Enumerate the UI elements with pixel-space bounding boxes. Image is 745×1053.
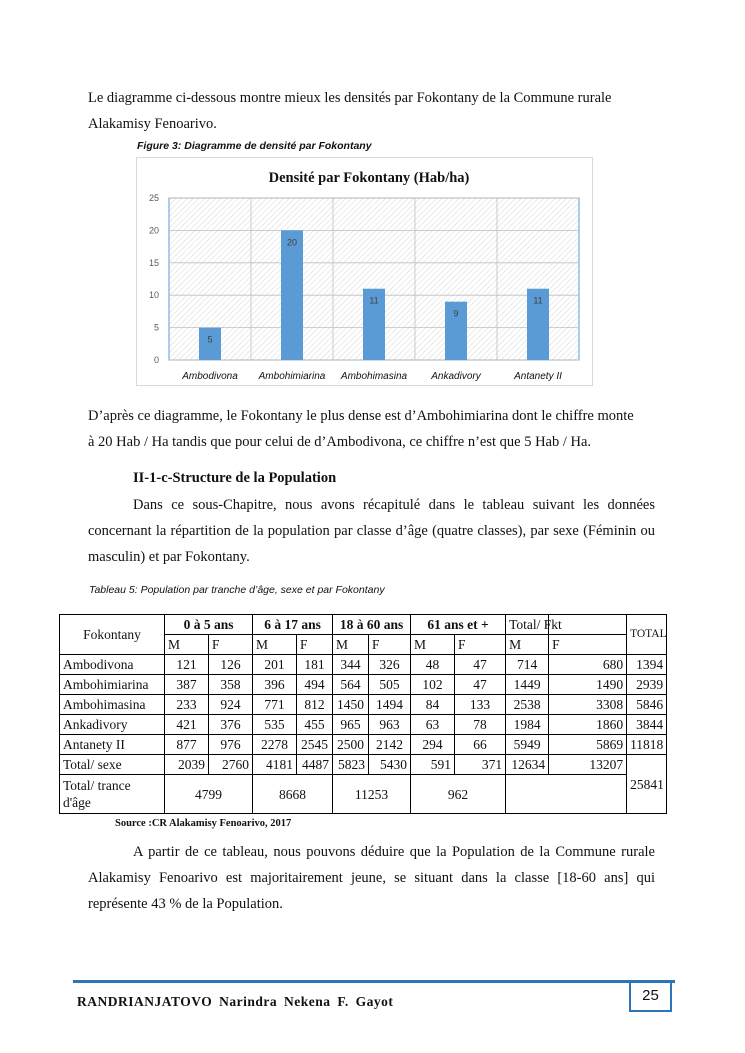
conclusion-paragraph: A partir de ce tableau, nous pouvons déduire que la Population de la Commune rurale Alakamisy Fenoarivo est majoritairement jeune, se situant dans la classe [18-60 ans] qui représente 43 % de la Population.: [88, 844, 655, 912]
table-row: [60, 675, 716, 695]
y-tick-label: 10: [148, 290, 159, 301]
y-tick-label: 25: [148, 193, 159, 203]
age-group-total: 962: [411, 775, 506, 814]
table-row: [60, 715, 716, 735]
table-cell: 63: [411, 715, 455, 735]
table-cell: 421: [165, 715, 209, 735]
female-header: F: [297, 635, 333, 655]
table-cell: 48: [411, 655, 455, 675]
table-cell: 591: [411, 755, 455, 775]
table-cell: 2545: [297, 735, 333, 755]
total-trance-label: Total/ trance d'âge: [60, 775, 165, 814]
table-row: [60, 735, 716, 755]
table-cell: 2142: [369, 735, 411, 755]
table-cell: 344: [333, 655, 369, 675]
table-cell: 4181: [253, 755, 297, 775]
category-label: Ankadivory: [431, 371, 481, 382]
data-label: 5: [207, 334, 213, 345]
fokontany-name: Ambohimiarina: [60, 675, 165, 695]
age-group-total: 11253: [333, 775, 411, 814]
table-cell: 963: [369, 715, 411, 735]
fokontany-name: Ambohimasina: [60, 695, 165, 715]
table-cell: 5823: [333, 755, 369, 775]
table-cell: 5430: [369, 755, 411, 775]
data-label: 11: [369, 295, 379, 306]
chart-title: Densité par Fokontany (Hab/ha): [268, 170, 470, 186]
chart-comment-line-1: D’après ce diagramme, le Fokontany le plus dense est d’Ambohimiarina dont le chiffre monte: [88, 408, 634, 424]
table-cell: 680: [549, 655, 627, 675]
category-label: Ambohimasina: [340, 371, 408, 382]
data-label: 20: [286, 237, 298, 248]
female-header: F: [209, 635, 253, 655]
data-label: 9: [453, 308, 459, 319]
data-label: 11: [533, 295, 543, 306]
age-group-total: 4799: [165, 775, 253, 814]
table-cell: 66: [455, 735, 506, 755]
total-trance-row: [60, 775, 716, 814]
female-header: F: [369, 635, 411, 655]
male-header: M: [506, 635, 549, 655]
male-header: M: [165, 635, 209, 655]
table-cell: 5949: [506, 735, 549, 755]
intro-line-2: Alakamisy Fenoarivo.: [88, 116, 217, 132]
empty-cell: [506, 775, 627, 814]
chart-comment-paragraph: [88, 403, 655, 455]
y-tick-label: 20: [148, 225, 159, 236]
table-cell: 494: [297, 675, 333, 695]
grand-total: 25841: [627, 755, 667, 814]
table-cell: 812: [297, 695, 333, 715]
table-cell: 1494: [369, 695, 411, 715]
section-heading: II-1-c-Structure de la Population: [133, 470, 337, 486]
table-cell: 505: [369, 675, 411, 695]
table-cell: 5846: [627, 695, 667, 715]
structure-paragraph: Dans ce sous-Chapitre, nous avons récapitulé dans le tableau suivant les données concernant la répartition de la population par classe d’âge (quatre classes), par sexe (Féminin ou masculin) et par Fokontany.: [88, 497, 655, 565]
category-label: Antanety II: [514, 371, 562, 382]
footer-rule: [73, 980, 675, 983]
fokontany-name: Antanety II: [60, 735, 165, 755]
table-cell: 13207: [549, 755, 627, 775]
table-cell: 2278: [253, 735, 297, 755]
table-cell: 976: [209, 735, 253, 755]
table-cell: 3844: [627, 715, 667, 735]
density-chart-svg: [137, 158, 592, 385]
total-sexe-row: [60, 755, 716, 775]
table-cell: 1394: [627, 655, 667, 675]
table-cell: 965: [333, 715, 369, 735]
table-row: [60, 695, 716, 715]
table-cell: 181: [297, 655, 333, 675]
page-number: 25: [629, 981, 672, 1012]
age-group-header: 18 à 60 ans: [333, 615, 411, 635]
table-cell: 233: [165, 695, 209, 715]
table-caption: Tableau 5: Population par tranche d’âge, sexe et par Fokontany: [89, 584, 385, 596]
table-cell: 371: [455, 755, 506, 775]
table-cell: 455: [297, 715, 333, 735]
table-cell: 376: [209, 715, 253, 735]
table-cell: 1984: [506, 715, 549, 735]
intro-line-1: Le diagramme ci-dessous montre mieux les densités par Fokontany de la Commune rurale: [88, 90, 612, 106]
chart-comment-line-2: à 20 Hab / Ha tandis que pour celui de d’Ambodivona, ce chiffre n’est que 5 Hab / Ha.: [88, 434, 592, 450]
bar: [281, 230, 303, 360]
table-cell: 2760: [209, 755, 253, 775]
total-header: TOTAL: [627, 615, 667, 655]
table-cell: 564: [333, 675, 369, 695]
total-sexe-label: Total/ sexe: [60, 755, 165, 775]
total-fkt-header: Total/ Fkt: [506, 615, 549, 635]
table-cell: 12634: [506, 755, 549, 775]
table-cell: 1490: [549, 675, 627, 695]
table-cell: 387: [165, 675, 209, 695]
table-cell: 535: [253, 715, 297, 735]
table-cell: 326: [369, 655, 411, 675]
y-tick-label: 15: [148, 257, 159, 268]
age-group-total: 8668: [253, 775, 333, 814]
table-row: [60, 655, 716, 675]
table-cell: 396: [253, 675, 297, 695]
male-header: M: [411, 635, 455, 655]
table-cell: 1860: [549, 715, 627, 735]
table-cell: 126: [209, 655, 253, 675]
table-group-header-row: [60, 615, 716, 635]
table-cell: 102: [411, 675, 455, 695]
table-cell: 84: [411, 695, 455, 715]
category-label: Ambohimiarina: [258, 371, 326, 382]
table-cell: 2500: [333, 735, 369, 755]
table-cell: 3308: [549, 695, 627, 715]
figure-caption: Figure 3: Diagramme de densité par Fokontany: [137, 140, 372, 152]
table-cell: 2538: [506, 695, 549, 715]
fokontany-header: Fokontany: [60, 615, 165, 655]
table-cell: 358: [209, 675, 253, 695]
table-cell: 877: [165, 735, 209, 755]
density-chart: [136, 157, 593, 386]
female-header: F: [455, 635, 506, 655]
table-cell: 133: [455, 695, 506, 715]
age-group-header: 61 ans et +: [411, 615, 506, 635]
y-tick-label: 5: [153, 322, 159, 333]
table-cell: 78: [455, 715, 506, 735]
table-cell: 4487: [297, 755, 333, 775]
table-cell: 1450: [333, 695, 369, 715]
intro-paragraph: [88, 85, 655, 137]
table-cell: 2939: [627, 675, 667, 695]
footer-author: RANDRIANJATOVO Narindra Nekena F. Gayot: [77, 994, 394, 1009]
male-header: M: [333, 635, 369, 655]
female-header: F: [549, 635, 627, 655]
table-cell: 121: [165, 655, 209, 675]
table-cell: 771: [253, 695, 297, 715]
fokontany-name: Ankadivory: [60, 715, 165, 735]
table-cell: 924: [209, 695, 253, 715]
age-group-header: 0 à 5 ans: [165, 615, 253, 635]
table-cell: 47: [455, 655, 506, 675]
age-group-header: 6 à 17 ans: [253, 615, 333, 635]
table-cell: 5869: [549, 735, 627, 755]
fokontany-name: Ambodivona: [60, 655, 165, 675]
table-cell: 1449: [506, 675, 549, 695]
table-cell: 11818: [627, 735, 667, 755]
table-cell: 294: [411, 735, 455, 755]
y-tick-label: 0: [153, 355, 159, 365]
table-cell: 47: [455, 675, 506, 695]
table-source: Source :CR Alakamisy Fenoarivo, 2017: [115, 818, 292, 829]
table-cell: 714: [506, 655, 549, 675]
table-cell: 201: [253, 655, 297, 675]
table-cell: 2039: [165, 755, 209, 775]
category-label: Ambodivona: [182, 371, 238, 382]
male-header: M: [253, 635, 297, 655]
population-table: [59, 614, 716, 814]
